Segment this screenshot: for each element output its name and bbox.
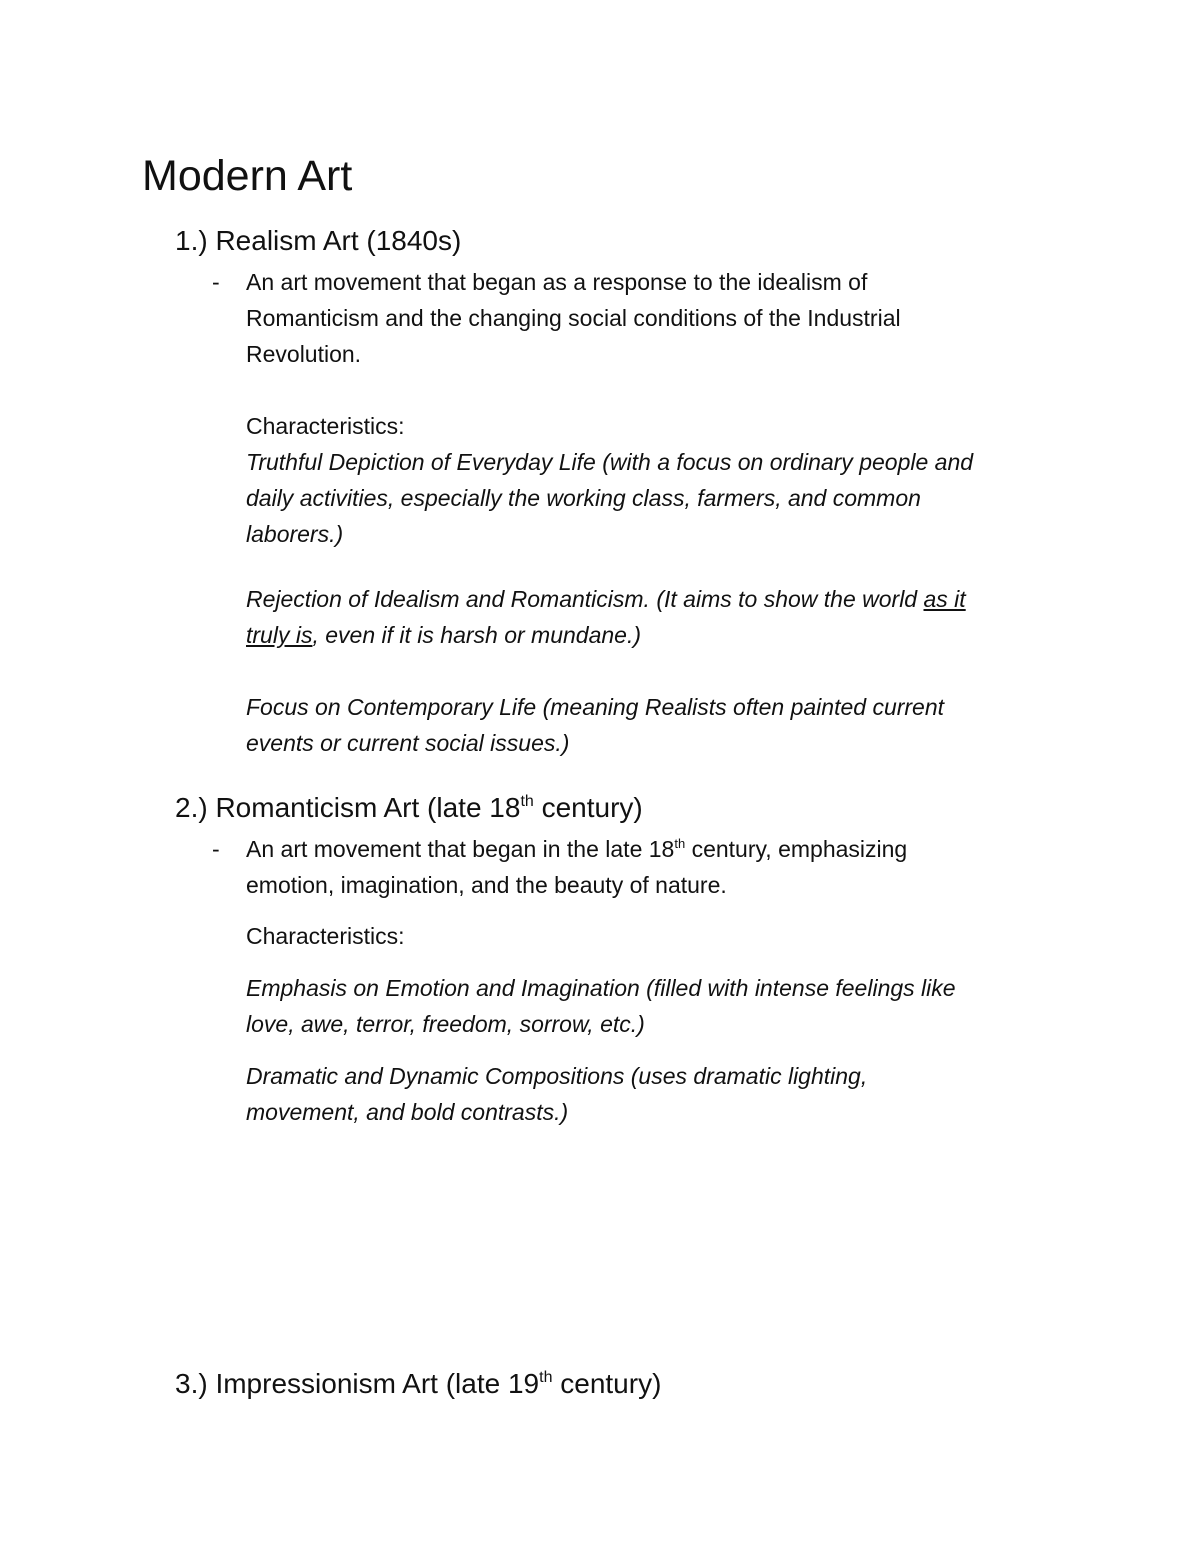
- description-line: [246, 831, 907, 867]
- superscript: th: [674, 836, 686, 851]
- underlined-text: truly is: [246, 622, 313, 648]
- characteristic-line: [246, 581, 966, 617]
- characteristic-text: , even if it is harsh or mundane.): [312, 622, 642, 648]
- characteristic-line: Dramatic and Dynamic Compositions (uses dramatic lighting,: [246, 1063, 868, 1089]
- characteristic-line: [246, 617, 641, 653]
- characteristic-line: events or current social issues.): [246, 730, 570, 756]
- description-text: An art movement that began in the late 18: [246, 836, 675, 862]
- characteristics-label: Characteristics:: [246, 923, 405, 949]
- description-line: An art movement that began as a response to the idealism of: [246, 269, 868, 295]
- page-title: Modern Art: [142, 152, 353, 200]
- heading-text: century): [552, 1368, 662, 1399]
- underlined-text: as it: [923, 586, 966, 612]
- characteristic-line: love, awe, terror, freedom, sorrow, etc.): [246, 1011, 645, 1037]
- section-heading-impressionism: [175, 1366, 661, 1402]
- characteristic-line: movement, and bold contrasts.): [246, 1099, 569, 1125]
- heading-text: 3.) Impressionism Art (late 19: [175, 1368, 540, 1399]
- description-text: century, emphasizing: [685, 836, 908, 862]
- characteristics-label: Characteristics:: [246, 413, 405, 439]
- characteristic-line: Emphasis on Emotion and Imagination (filled with intense feelings like: [246, 975, 956, 1001]
- characteristic-line: daily activities, especially the working class, farmers, and common: [246, 485, 921, 511]
- description-line: emotion, imagination, and the beauty of nature.: [246, 872, 727, 898]
- superscript: th: [520, 793, 534, 810]
- heading-text: century): [533, 792, 643, 823]
- superscript: th: [539, 1369, 553, 1386]
- description-line: Romanticism and the changing social conditions of the Industrial: [246, 305, 901, 331]
- characteristic-line: laborers.): [246, 521, 344, 547]
- section-heading-romanticism: [175, 790, 643, 826]
- section-heading-realism: 1.) Realism Art (1840s): [175, 225, 462, 256]
- characteristic-text: Rejection of Idealism and Romanticism. (It aims to show the world: [246, 586, 924, 612]
- bullet-dash: -: [212, 836, 220, 862]
- description-line: Revolution.: [246, 341, 362, 367]
- characteristic-line: Truthful Depiction of Everyday Life (with a focus on ordinary people and: [246, 449, 974, 475]
- characteristic-line: Focus on Contemporary Life (meaning Realists often painted current: [246, 694, 945, 720]
- heading-text: 2.) Romanticism Art (late 18: [175, 792, 521, 823]
- bullet-dash: -: [212, 269, 220, 295]
